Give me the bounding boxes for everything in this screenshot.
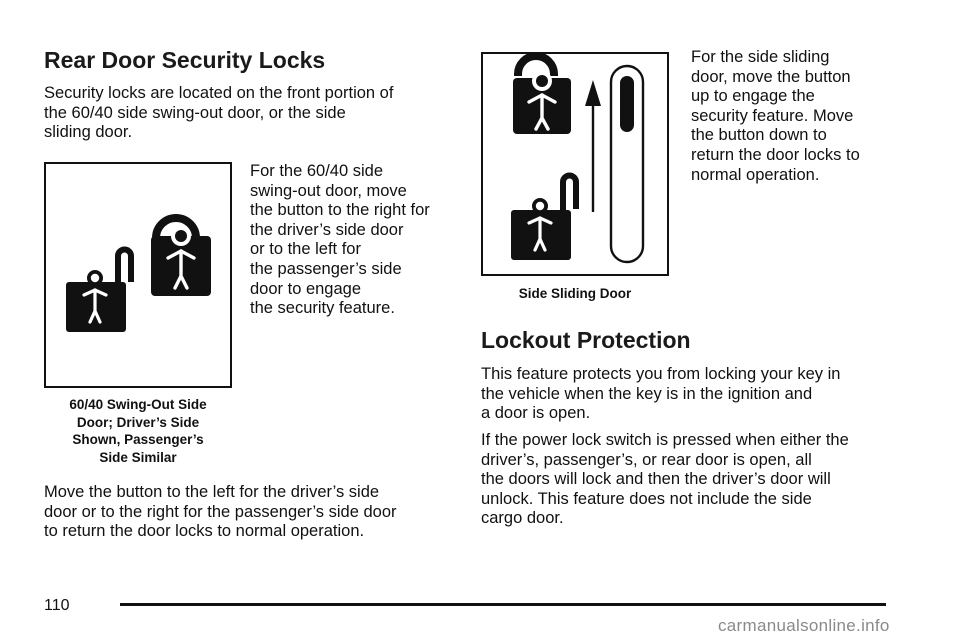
watermark-text: carmanualsonline.info [718,616,890,635]
return-instructions: Move the button to the left for the driver’s side door or to the right for the passenger’s side door to return the door locks to normal operation. [44,483,397,541]
lockout-paragraph-2: If the power lock switch is pressed when either the driver’s, passenger’s, or rear door is open, all the doors will lock and then the driver’s door will unlock. This feature does not include the side cargo door. [481,431,849,528]
arrow-up-icon [585,80,601,212]
footer-rule [120,603,886,606]
figure-swing-out-door [44,162,232,388]
figure-side-sliding-caption: Side Sliding Door [518,286,632,301]
child-lock-locked-icon [513,56,571,134]
intro-paragraph: Security locks are located on the front portion of the 60/40 side swing-out door, or the side sliding door. [44,84,394,142]
child-lock-locked-icon [151,218,211,296]
swing-out-instructions: For the 60/40 side swing-out door, move the button to the right for the driver’s side door or to the left for the passenger’s side door to engage the security feature. [250,162,430,318]
figure-side-sliding-door [481,52,669,276]
section-title-lockout-protection: Lockout Protection [481,327,691,353]
figure-swing-out-caption: 60/40 Swing-Out Side Door; Driver’s Side Shown, Passenger’s Side Similar [69,397,207,465]
child-lock-unlocked-icon [66,250,131,333]
page-number: 110 [44,597,70,614]
child-lock-unlocked-icon [511,176,576,261]
section-title-rear-door-security-locks: Rear Door Security Locks [44,47,326,73]
lockout-paragraph-1: This feature protects you from locking your key in the vehicle when the key is in the ignition and a door is open. [481,365,841,423]
sliding-instructions: For the side sliding door, move the button up to engage the security feature. Move the button down to return the door locks to normal operation. [691,48,860,184]
sliding-lock-slot [611,66,643,262]
